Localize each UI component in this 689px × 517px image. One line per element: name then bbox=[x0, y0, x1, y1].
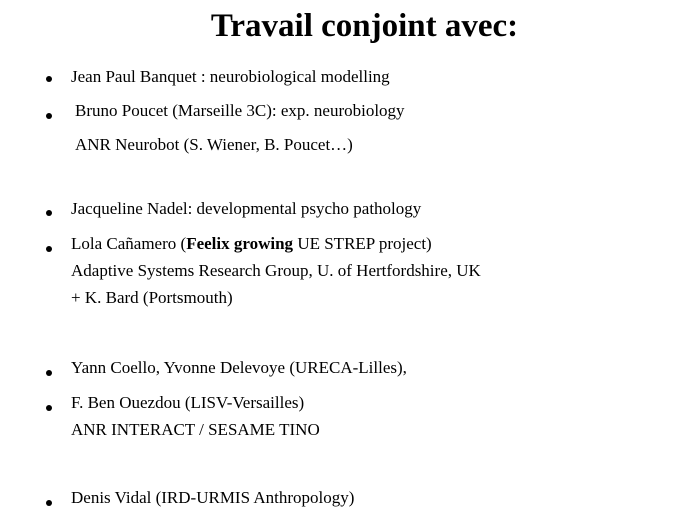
bullet-icon bbox=[46, 500, 52, 506]
list-item: F. Ben Ouezdou (LISV-Versailles) bbox=[71, 393, 305, 412]
bullet-icon bbox=[46, 76, 52, 82]
list-item: Bruno Poucet (Marseille 3C): exp. neurobiology bbox=[75, 101, 405, 120]
project-name: Feelix growing bbox=[186, 234, 294, 253]
list-item-continuation: Adaptive Systems Research Group, U. of Hertfordshire, UK bbox=[71, 261, 481, 280]
list-item-continuation: ANR Neurobot (S. Wiener, B. Poucet…) bbox=[75, 135, 353, 154]
list-item-continuation: ANR INTERACT / SESAME TINO bbox=[71, 420, 320, 439]
bullet-icon bbox=[46, 246, 52, 252]
slide-title: Travail conjoint avec: bbox=[210, 8, 519, 44]
bullet-icon bbox=[46, 210, 52, 216]
bullet-icon bbox=[46, 113, 52, 119]
list-item: Denis Vidal (IRD-URMIS Anthropology) bbox=[71, 488, 355, 507]
bullet-icon bbox=[46, 370, 52, 376]
list-item-text: UE STREP project) bbox=[293, 234, 432, 253]
list-item: Yann Coello, Yvonne Delevoye (URECA-Lilles), bbox=[71, 358, 407, 377]
list-item: Jean Paul Banquet : neurobiological modelling bbox=[71, 67, 390, 86]
list-item bbox=[71, 234, 432, 254]
list-item-continuation: + K. Bard (Portsmouth) bbox=[71, 288, 233, 307]
list-item: Jacqueline Nadel: developmental psycho pathology bbox=[71, 199, 422, 218]
list-item-text: Lola Cañamero ( bbox=[71, 234, 187, 253]
bullet-icon bbox=[46, 405, 52, 411]
